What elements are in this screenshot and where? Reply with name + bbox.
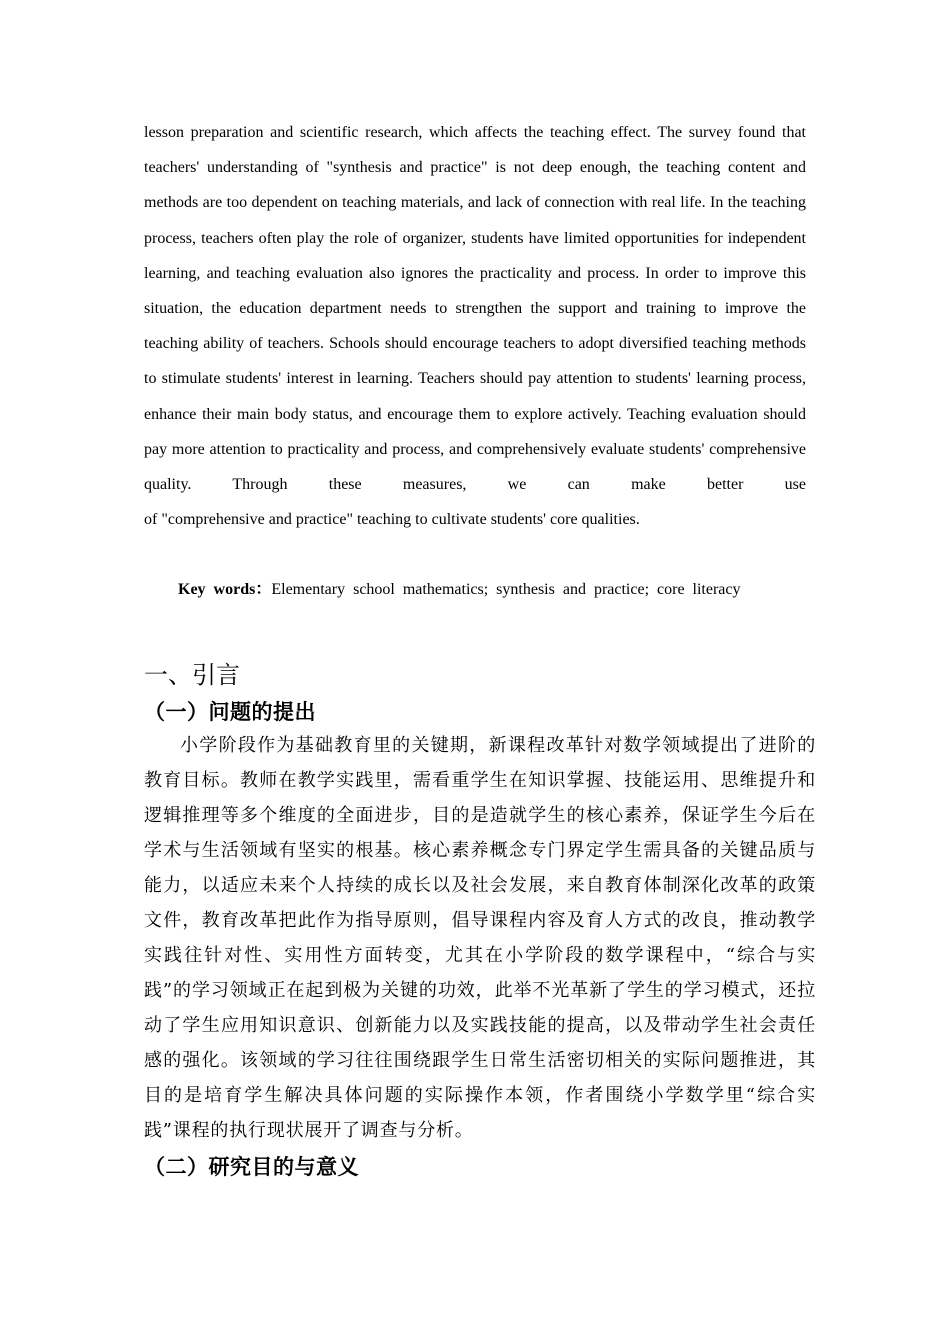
english-abstract-body: lesson preparation and scientific research, which affects the teaching effect. The survey found that teachers' understanding of "synthesis and practice" is not deep enough, the teaching content and methods are too dependent on teaching materials, and lack of connection with real life. In the teaching process, teachers often play the role of organizer, students have limited opportunities for independent learning, and teaching evaluation also ignores the practicality and process. In order to improve this situation, the education department needs to strengthen the support and training to improve the teaching ability of teachers. Schools should encourage teachers to adopt diversified teaching methods to stimulate students' interest in learning. Teachers should pay attention to students' learning process, enhance their main body status, and encourage them to explore actively. Teaching evaluation should pay more attention to practicality and process, and comprehensively evaluate students' comprehensive quality. Through these measures, we can make better use (144, 124, 806, 494)
english-abstract-last-line: of "comprehensive and practice" teaching to cultivate students' core qualities. (144, 511, 640, 529)
english-abstract (144, 115, 806, 537)
subsection-heading-purpose: （二）研究目的与意义 (144, 1155, 359, 1179)
keywords-line (178, 572, 741, 607)
keywords-label: Key words： (178, 581, 272, 598)
subsection-heading-problem: （一）问题的提出 (144, 700, 316, 724)
keywords-value: Elementary school mathematics; synthesis and practice; core literacy (271, 581, 741, 598)
section-heading-introduction: 一、引言 (144, 661, 240, 689)
subsection-body-problem: 小学阶段作为基础教育里的关键期，新课程改革针对数学领域提出了进阶的教育目标。教师在教学实践里，需看重学生在知识掌握、技能运用、思维提升和逻辑推理等多个维度的全面进步，目的是造就学生的核心素养，保证学生今后在学术与生活领域有坚实的根基。核心素养概念专门界定学生需具备的关键品质与能力，以适应未来个人持续的成长以及社会发展，来自教育体制深化改革的政策文件，教育改革把此作为指导原则，倡导课程内容及育人方式的改良，推动教学实践往针对性、实用性方面转变，尤其在小学阶段的数学课程中，“综合与实践”的学习领域正在起到极为关键的功效，此举不光革新了学生的学习模式，还拉动了学生应用知识意识、创新能力以及实践技能的提高，以及带动学生社会责任感的强化。该领域的学习往往围绕跟学生日常生活密切相关的实际问题推进，其目的是培育学生解决具体问题的实际操作本领，作者围绕小学数学里“综合实践”课程的执行现状展开了调查与分析。 (144, 735, 816, 1141)
